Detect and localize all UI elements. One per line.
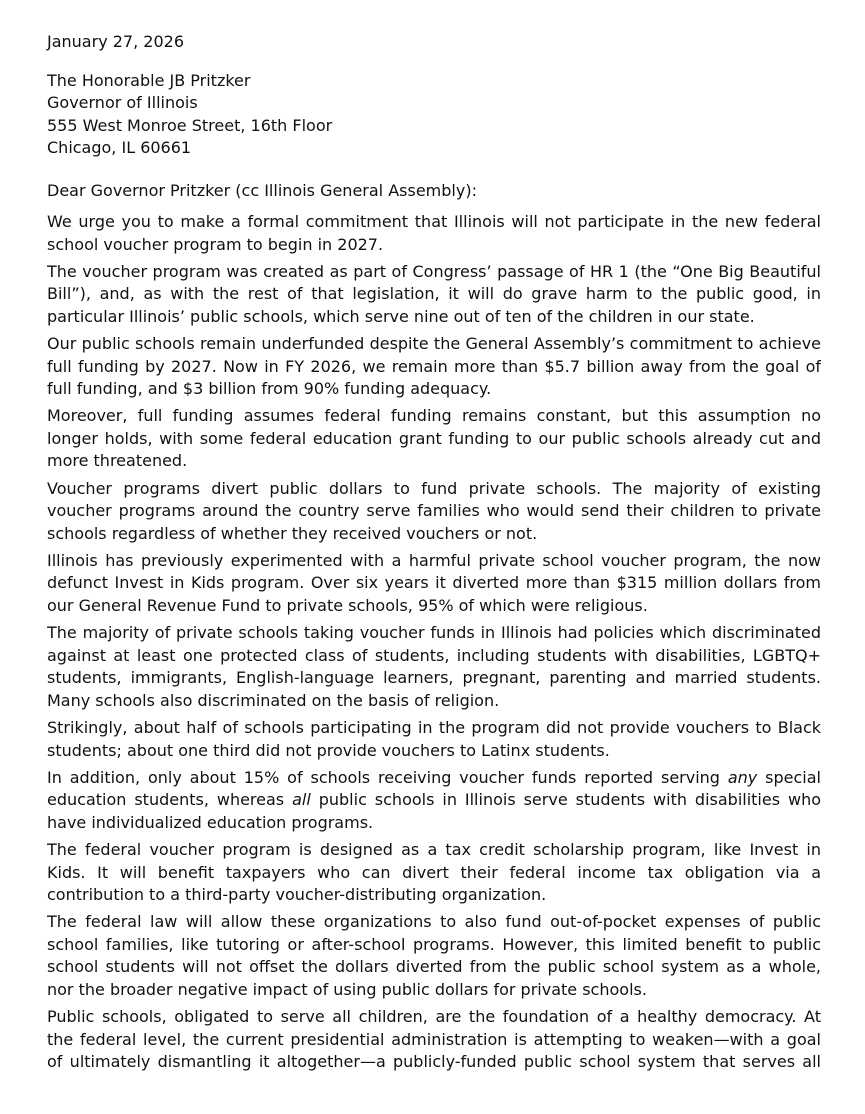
paragraph-line: In addition, only about 15% of schools receiving voucher funds reported serving any special <box>47 767 821 787</box>
paragraph <box>47 717 821 762</box>
paragraph <box>47 767 821 835</box>
paragraph-line: against at least one protected class of students, including students with disabilities, LGBTQ+ <box>47 645 821 665</box>
address-line: Governor of Illinois <box>47 93 198 112</box>
paragraph-line: particular Illinois’ public schools, which serve nine out of ten of the children in our state. <box>47 306 755 326</box>
emphasis: all <box>292 790 311 810</box>
paragraph-line: We urge you to make a formal commitment that Illinois will not participate in the new federal <box>47 212 821 231</box>
paragraph-line: more threatened. <box>47 451 188 471</box>
recipient-address <box>47 70 821 160</box>
paragraph <box>47 333 821 401</box>
paragraph-line: Voucher programs divert public dollars to fund private schools. The majority of existing <box>47 478 821 498</box>
paragraph <box>47 550 821 618</box>
paragraph <box>47 1006 821 1074</box>
paragraph-line: nor the broader negative impact of using public dollars for private schools. <box>47 979 647 999</box>
paragraph-line: full funding by 2027. Now in FY 2026, we remain more than $5.7 billion away from the goal of <box>47 356 821 376</box>
paragraph-line: Strikingly, about half of schools participating in the program did not provide vouchers to Black <box>47 718 821 738</box>
paragraph-line: the federal level, the current presidential administration is attempting to weaken—with a goal <box>47 1029 821 1049</box>
paragraph-line: school families, like tutoring or after-school programs. However, this limited benefit to public <box>47 934 821 954</box>
paragraph-line: voucher programs around the country serve families who would send their children to private <box>47 501 821 521</box>
salutation: Dear Governor Pritzker (cc Illinois General Assembly): <box>47 180 477 200</box>
paragraph <box>47 405 821 473</box>
paragraph-line: The federal voucher program is designed as a tax credit scholarship program, like Invest in <box>47 840 821 860</box>
paragraph-line: students; about one third did not provide vouchers to Latinx students. <box>47 740 610 760</box>
paragraph-line: Bill”), and, as with the rest of that legislation, it will do grave harm to the public good, in <box>47 284 821 304</box>
paragraph-line: school voucher program to begin in 2027. <box>47 234 384 254</box>
paragraph-line: Moreover, full funding assumes federal funding remains constant, but this assumption no <box>47 406 821 426</box>
paragraph <box>47 839 821 907</box>
paragraph <box>47 211 821 256</box>
paragraph-line: school students will not offset the dollars diverted from the public school system as a whole, <box>47 957 821 977</box>
letter-date: January 27, 2026 <box>47 32 184 51</box>
paragraph <box>47 622 821 712</box>
paragraph-line: defunct Invest in Kids program. Over six years it diverted more than $315 million dollars from <box>47 573 821 593</box>
paragraph-line: students, immigrants, English-language learners, pregnant, parenting and married students. <box>47 668 821 688</box>
paragraph <box>47 478 821 546</box>
paragraph-line: education students, whereas all public schools in Illinois serve students with disabilities who <box>47 790 821 810</box>
address-line: 555 West Monroe Street, 16th Floor <box>47 115 333 135</box>
paragraph-line: Public schools, obligated to serve all children, are the foundation of a healthy democracy. At <box>47 1007 821 1027</box>
paragraph-line: The federal law will allow these organizations to also fund out-of-pocket expenses of public <box>47 912 821 932</box>
address-line: Chicago, IL 60661 <box>47 138 192 157</box>
paragraph <box>47 261 821 329</box>
address-line: The Honorable JB Pritzker <box>47 70 251 90</box>
paragraph-line: The voucher program was created as part of Congress’ passage of HR 1 (the “One Big Beautiful <box>47 261 821 281</box>
letter <box>47 31 821 1079</box>
paragraph-line: contribution to a third-party voucher-distributing organization. <box>47 885 547 905</box>
paragraph-line: our General Revenue Fund to private schools, 95% of which were religious. <box>47 595 648 615</box>
paragraph-line: Kids. It will benefit taxpayers who can divert their federal income tax obligation via a <box>47 862 821 882</box>
paragraph-line: schools regardless of whether they received vouchers or not. <box>47 523 538 543</box>
paragraph-line: of ultimately dismantling it altogether—a publicly-funded public school system that serves all <box>47 1052 821 1072</box>
paragraph-line: The majority of private schools taking voucher funds in Illinois had policies which discriminated <box>47 623 821 643</box>
paragraph-line: Illinois has previously experimented with a harmful private school voucher program, the now <box>47 550 821 570</box>
paragraph <box>47 911 821 1001</box>
paragraph-line: Many schools also discriminated on the basis of religion. <box>47 690 500 710</box>
paragraph-line: longer holds, with some federal education grant funding to our public schools already cut and <box>47 428 821 448</box>
paragraph-line: Our public schools remain underfunded despite the General Assembly’s commitment to achieve <box>47 334 821 354</box>
emphasis: any <box>727 767 758 787</box>
letter-body <box>47 211 821 1074</box>
paragraph-line: have individualized education programs. <box>47 812 374 832</box>
paragraph-line: full funding, and $3 billion from 90% funding adequacy. <box>47 379 492 399</box>
